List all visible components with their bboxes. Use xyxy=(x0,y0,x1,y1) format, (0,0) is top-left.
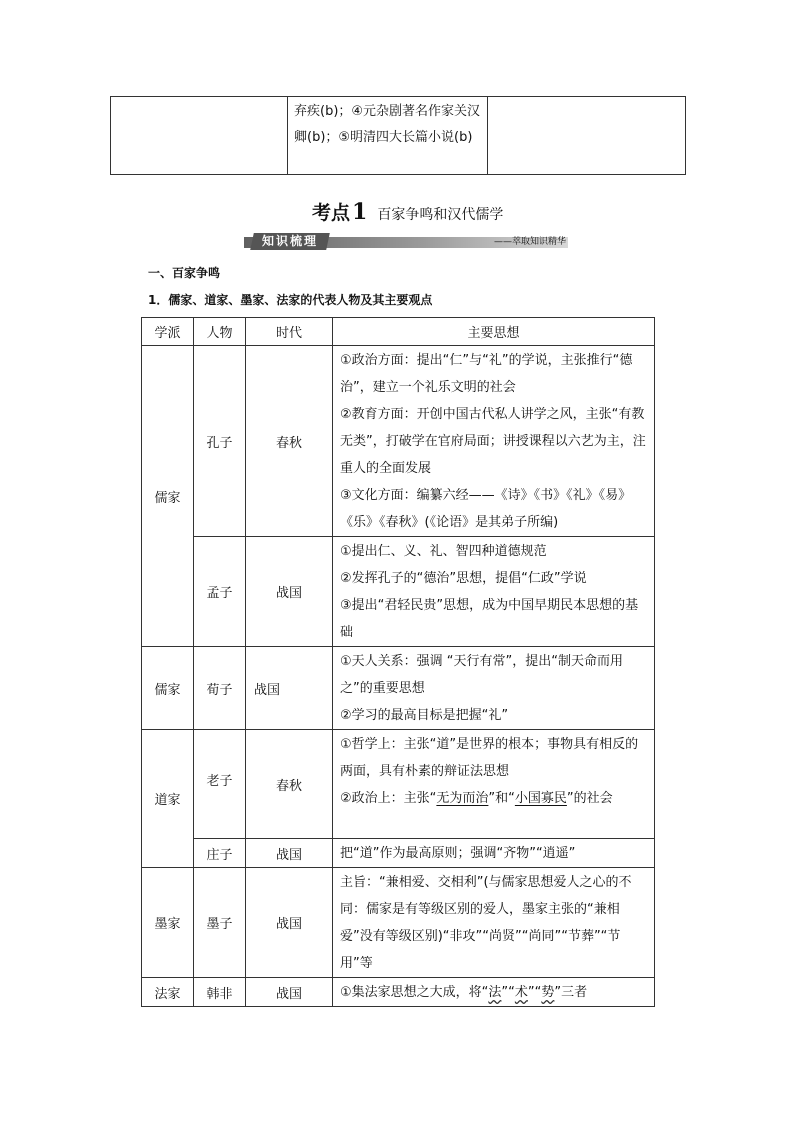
thought-line: ①天人关系：强调 “天行有常”，提出“制天命而用之”的重要思想 xyxy=(340,654,623,696)
table-row xyxy=(142,868,655,978)
era-cell: 战国 xyxy=(246,647,333,730)
prev-cell-left xyxy=(111,97,288,175)
prev-cell-right xyxy=(488,97,686,175)
underlined-term: 小国寡民 xyxy=(514,791,567,806)
thought-cell xyxy=(333,647,655,730)
person-cell: 墨子 xyxy=(194,868,246,978)
era-cell: 战国 xyxy=(246,537,333,647)
schools-table xyxy=(141,317,655,1007)
header-person: 人物 xyxy=(194,318,246,346)
era-cell: 战国 xyxy=(246,839,333,868)
person-cell: 老子 xyxy=(194,730,246,839)
table-row xyxy=(142,730,655,839)
school-cell: 法家 xyxy=(142,978,194,1007)
person-cell: 荀子 xyxy=(194,647,246,730)
topic-label: 考点 xyxy=(312,202,351,224)
thought-cell xyxy=(333,346,655,537)
thought-line: ②学习的最高目标是把握“礼” xyxy=(340,708,509,723)
header-thought: 主要思想 xyxy=(333,318,655,346)
topic-title: 百家争鸣和汉代儒学 xyxy=(377,207,504,223)
banner-tag: 知识梳理 xyxy=(250,233,330,250)
school-cell: 儒家 xyxy=(142,647,194,730)
thought-line: ③文化方面：编纂六经——《诗》《书》《礼》《易》《乐》《春秋》(《论语》是其弟子所编) xyxy=(340,488,632,530)
section-subtitle: 1．儒家、道家、墨家、法家的代表人物及其主要观点 xyxy=(148,293,433,307)
thought-line: ③提出“君轻民贵”思想，成为中国早期民本思想的基础 xyxy=(340,598,639,640)
thought-cell xyxy=(333,730,655,839)
previous-table-fragment xyxy=(110,96,686,175)
school-cell: 墨家 xyxy=(142,868,194,978)
section-banner xyxy=(244,233,568,250)
school-cell: 道家 xyxy=(142,730,194,868)
era-cell: 春秋 xyxy=(246,346,333,537)
table-row xyxy=(142,978,655,1007)
thought-line: ①政治方面：提出“仁”与“礼”的学说，主张推行“德治”，建立一个礼乐文明的社会 xyxy=(340,353,633,395)
thought-cell xyxy=(333,537,655,647)
table-row xyxy=(142,647,655,730)
thought-cell: 主旨：“兼相爱、交相利”(与儒家思想爱人之心的不同：儒家是有等级区别的爱人，墨家主张的“兼相爱”没有等级区别)“非攻”“尚贤”“尚同”“节葬”“节用”等 xyxy=(333,868,655,978)
era-cell: 战国 xyxy=(246,978,333,1007)
header-era: 时代 xyxy=(246,318,333,346)
table-header-row xyxy=(142,318,655,346)
thought-cell: ①集法家思想之大成，将“法”“术”“势”三者 xyxy=(333,978,655,1007)
thought-cell: 把“道”作为最高原则；强调“齐物”“逍遥” xyxy=(333,839,655,868)
wavy-term: 术 xyxy=(514,985,528,1000)
thought-line: ①提出仁、义、礼、智四种道德规范 xyxy=(340,544,547,559)
school-cell: 儒家 xyxy=(142,346,194,647)
table-row xyxy=(142,839,655,868)
era-cell: 战国 xyxy=(246,868,333,978)
wavy-term: 势 xyxy=(541,985,555,1000)
topic-heading xyxy=(312,198,503,225)
table-row xyxy=(142,537,655,647)
era-cell: 春秋 xyxy=(246,730,333,839)
thought-line: ②政治上：主张“无为而治”和“小国寡民”的社会 xyxy=(340,791,613,806)
section-title: 一、百家争鸣 xyxy=(148,266,221,280)
thought-line: ②教育方面：开创中国古代私人讲学之风，主张“有教无类”，打破学在官府局面；讲授课程以六艺为主，注重人的全面发展 xyxy=(340,407,646,476)
wavy-term: 法 xyxy=(488,985,502,1000)
person-cell: 孟子 xyxy=(194,537,246,647)
banner-subtitle: ——萃取知识精华 xyxy=(493,237,566,247)
person-cell: 韩非 xyxy=(194,978,246,1007)
thought-line: ①哲学上：主张“道”是世界的根本；事物具有相反的两面，具有朴素的辩证法思想 xyxy=(340,737,639,779)
header-school: 学派 xyxy=(142,318,194,346)
table-row xyxy=(142,346,655,537)
topic-number: 1 xyxy=(352,199,368,225)
person-cell: 孔子 xyxy=(194,346,246,537)
person-cell: 庄子 xyxy=(194,839,246,868)
prev-cell-middle: 弃疾(b)；④元杂剧著名作家关汉卿(b)；⑤明清四大长篇小说(b) xyxy=(288,97,488,175)
underlined-term: 无为而治 xyxy=(436,791,489,806)
thought-line: ②发挥孔子的“德治”思想，提倡“仁政”学说 xyxy=(340,571,587,586)
